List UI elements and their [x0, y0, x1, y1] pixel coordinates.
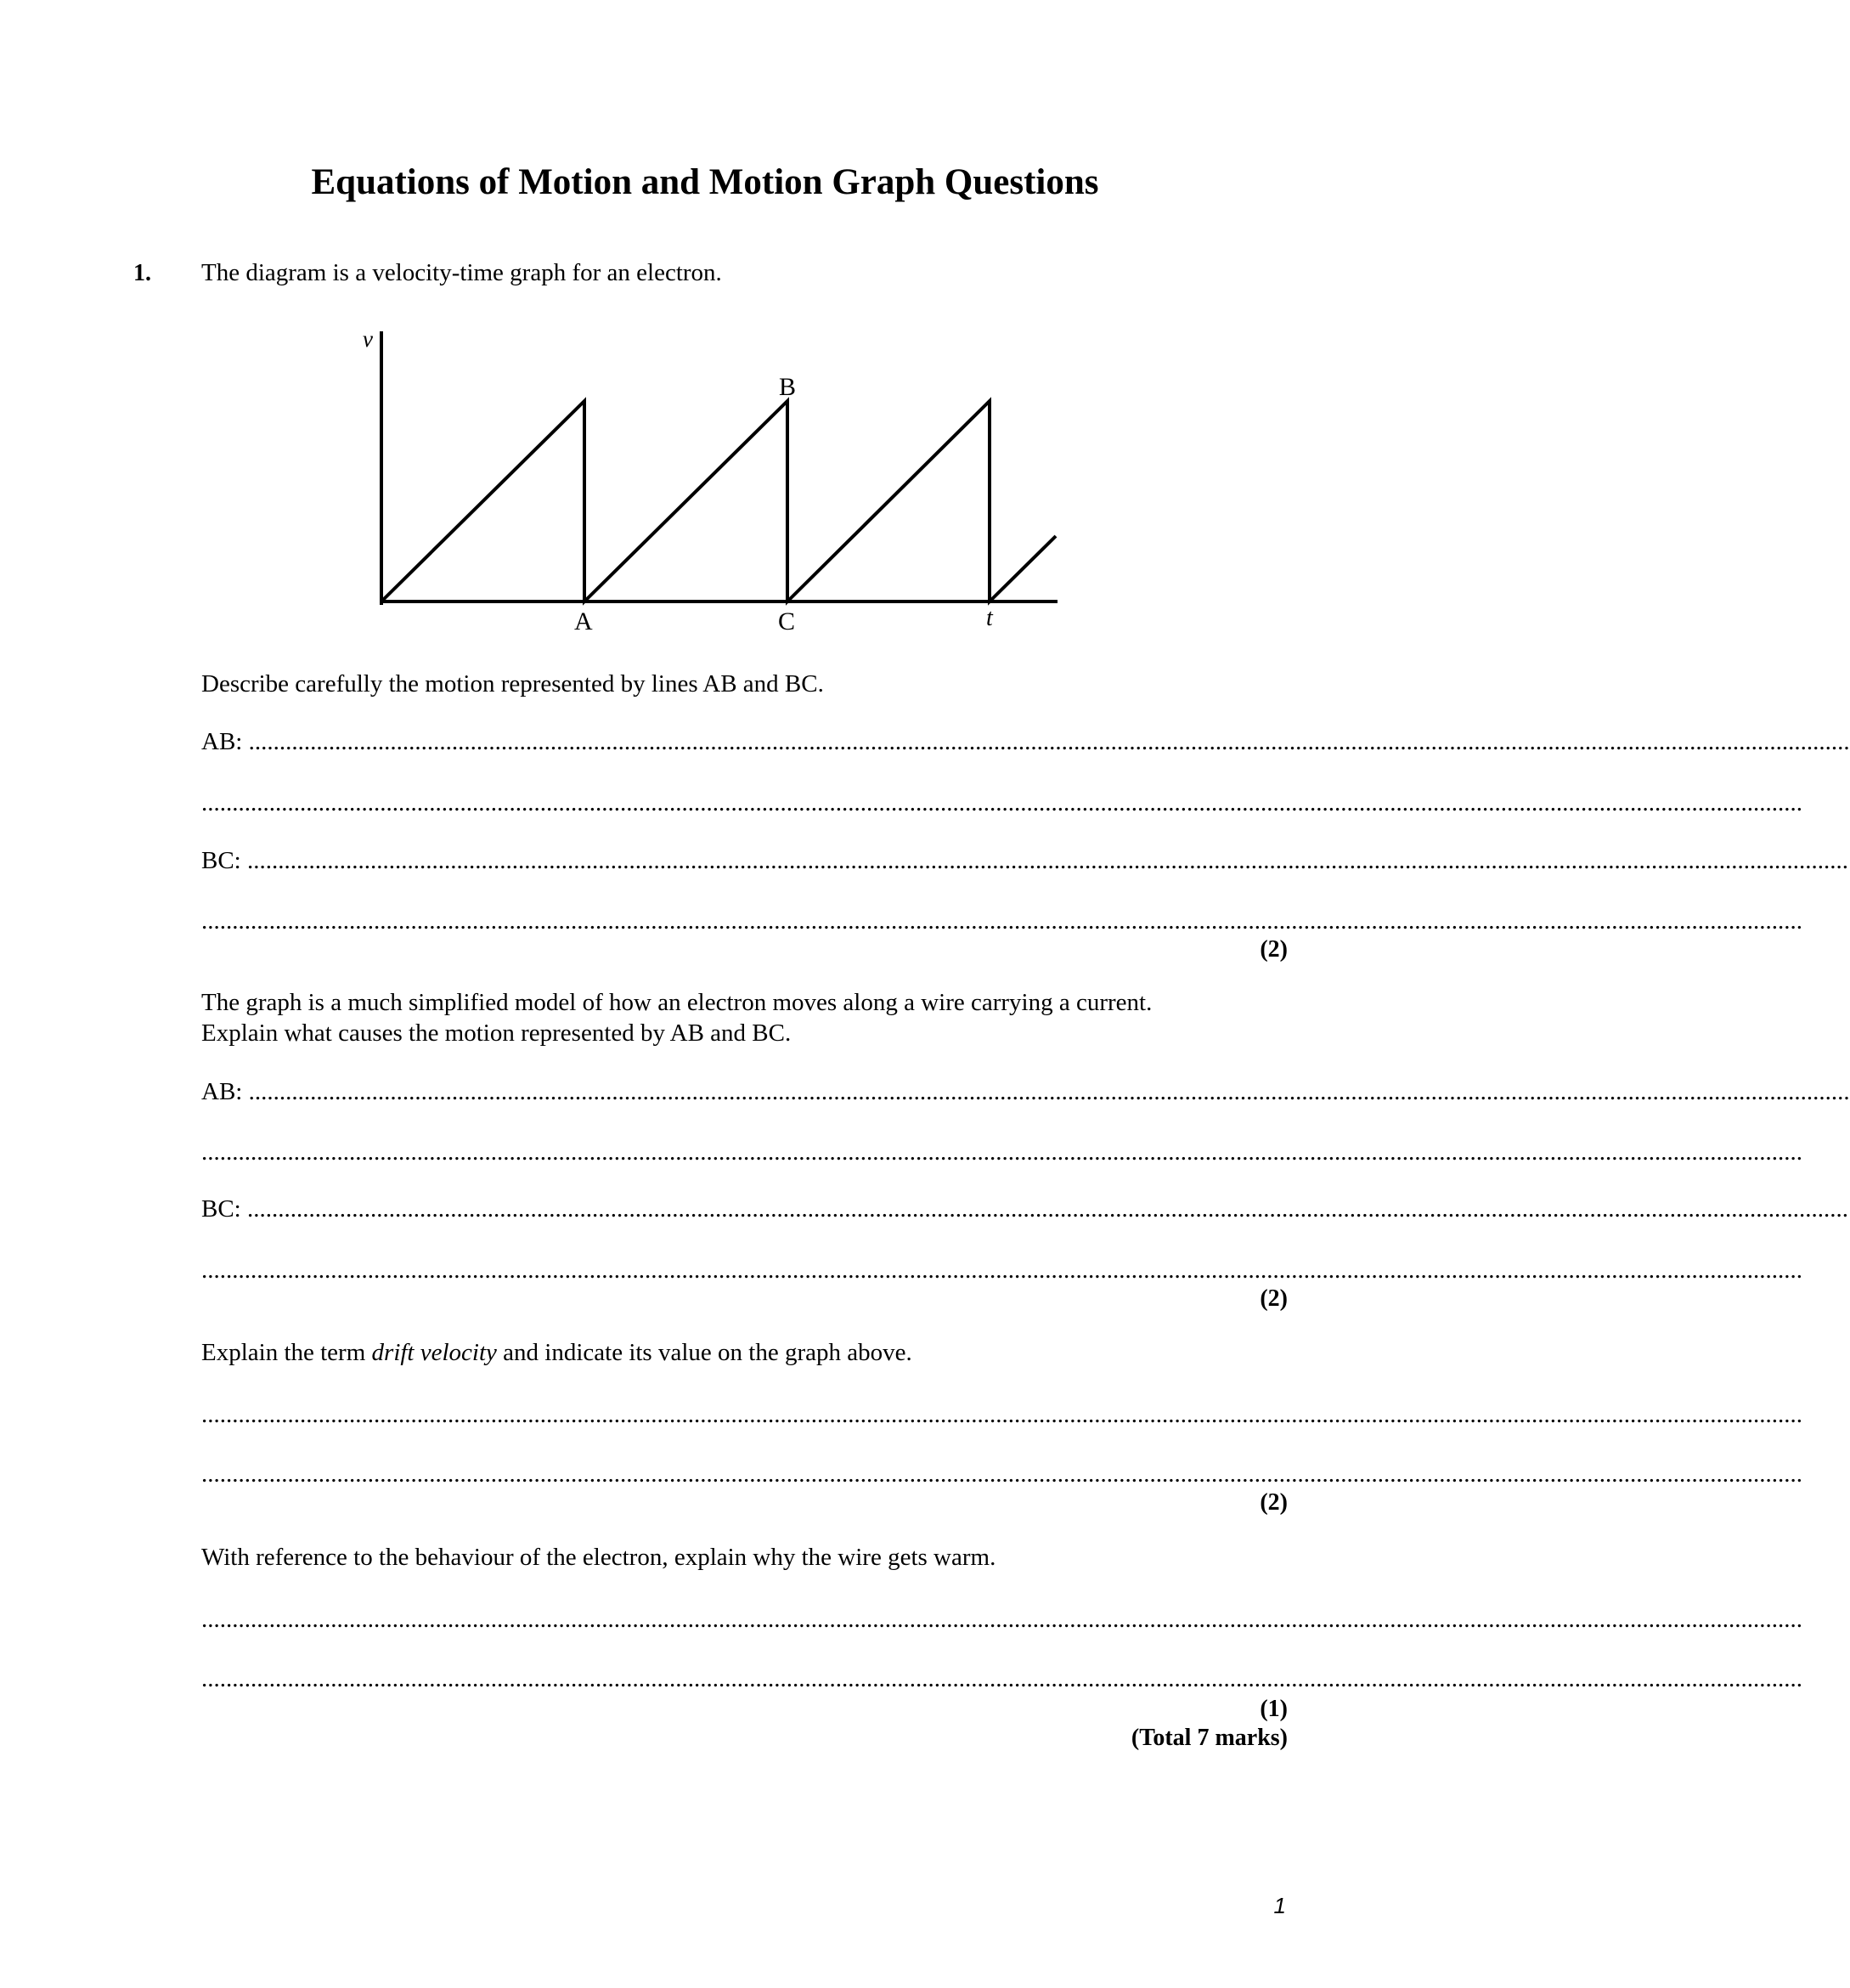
velocity-time-graph — [0, 0, 1410, 646]
part1-answer-bc[interactable] — [201, 845, 1848, 876]
part1-answer-line[interactable]: .................................................................................................................................................................................................................................................................... — [201, 789, 1802, 816]
question-number: 1. — [133, 260, 151, 286]
answer-label: BC: — [201, 1195, 241, 1223]
part1-answer-line[interactable]: .................................................................................................................................................................................................................................................................... — [201, 907, 1802, 935]
part3-marks: (2) — [1260, 1489, 1288, 1516]
part2-answer-line[interactable]: .................................................................................................................................................................................................................................................................... — [201, 1138, 1802, 1166]
part2-prompt-line1: The graph is a much simplified model of how an electron moves along a wire carrying a current. — [201, 989, 1153, 1016]
part1-prompt: Describe carefully the motion represented by lines AB and BC. — [201, 670, 824, 697]
part2-prompt-line2: Explain what causes the motion represented by AB and BC. — [201, 1019, 792, 1047]
point-label-c: C — [778, 607, 796, 635]
part3-answer-line[interactable]: .................................................................................................................................................................................................................................................................... — [201, 1401, 1802, 1428]
answer-dots: .................................................................................................................................................................................................................................................................... — [247, 1195, 1848, 1223]
part2-answer-line[interactable]: .................................................................................................................................................................................................................................................................... — [201, 1257, 1802, 1284]
part1-answer-ab[interactable] — [201, 726, 1850, 757]
part3-answer-line[interactable]: .................................................................................................................................................................................................................................................................... — [201, 1460, 1802, 1488]
part4-marks: (1) — [1260, 1696, 1288, 1722]
answer-dots: .................................................................................................................................................................................................................................................................... — [248, 1078, 1850, 1105]
answer-label: BC: — [201, 847, 241, 874]
part2-answer-bc[interactable] — [201, 1194, 1848, 1224]
drift-velocity-term: drift velocity — [371, 1339, 497, 1366]
part3-prompt: Explain the term drift velocity and indicate its value on the graph above. — [201, 1339, 912, 1366]
part4-prompt: With reference to the behaviour of the electron, explain why the wire gets warm. — [201, 1544, 996, 1571]
point-label-a: A — [574, 607, 593, 635]
page-number: 1 — [1273, 1893, 1286, 1918]
point-label-b: B — [779, 373, 797, 401]
answer-label: AB: — [201, 1078, 243, 1105]
answer-label: AB: — [201, 728, 243, 755]
x-axis-label: t — [986, 605, 993, 631]
answer-dots: .................................................................................................................................................................................................................................................................... — [247, 847, 1848, 874]
page-title: Equations of Motion and Motion Graph Questions — [311, 162, 1099, 202]
question-intro: The diagram is a velocity-time graph for an electron. — [201, 259, 722, 286]
part2-answer-ab[interactable] — [201, 1076, 1850, 1107]
sawtooth-line — [381, 401, 1056, 601]
part1-marks: (2) — [1260, 936, 1288, 963]
answer-dots: .................................................................................................................................................................................................................................................................... — [248, 728, 1850, 755]
part2-marks: (2) — [1260, 1285, 1288, 1312]
part4-answer-line[interactable]: .................................................................................................................................................................................................................................................................... — [201, 1606, 1802, 1633]
part4-answer-line[interactable]: .................................................................................................................................................................................................................................................................... — [201, 1665, 1802, 1692]
total-marks: (Total 7 marks) — [1131, 1725, 1288, 1751]
y-axis-label: v — [363, 326, 373, 352]
